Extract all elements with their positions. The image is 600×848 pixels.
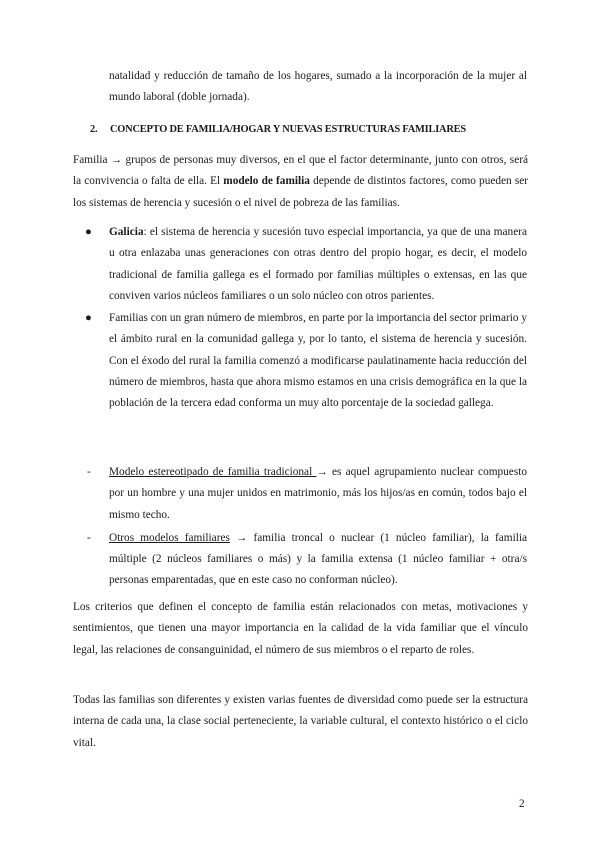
list-item <box>87 462 528 526</box>
section-heading <box>90 124 466 135</box>
paragraph-text: Todas las familias son diferentes y existen varias fuentes de diversidad como puede ser la estructura interna de cada una, la clase social perteneciente, la variable cultural, el contexto histórico o el ciclo vital. <box>73 694 528 749</box>
continuation-text: natalidad y reducción de tamaño de los hogares, sumado a la incorporación de la mujer al mundo laboral (doble jornada). <box>109 70 527 104</box>
dash-marker: - <box>87 531 91 544</box>
underlined-term: Otros modelos familiares <box>109 531 230 544</box>
bullet-text: : el sistema de herencia y sucesión tuvo especial importancia, ya que de una manera u otra enlazaba unas generaciones con otras dentro del propio hogar, es decir, el modelo tradicional de familia gallega es el formado por familias múltiples o extensas, en las que conviven varios núcleos familiares o un solo núcleo con otros parientes. <box>109 226 527 302</box>
page-number: 2 <box>519 798 525 810</box>
bullet-bold-term: Galicia <box>109 226 144 238</box>
intro-text-1: Familia → grupos de personas muy diversos, en el que el factor determinante, junto con otros, será la convivencia o falta de ella. El <box>73 154 528 188</box>
criteria-paragraph <box>73 597 528 661</box>
section-title: CONCEPTO DE FAMILIA/HOGAR Y NUEVAS ESTRUCTURAS FAMILIARES <box>110 124 466 135</box>
paragraph-text: Los criterios que definen el concepto de familia están relacionados con metas, motivaciones y sentimientos, que tienen una mayor importancia en la calidad de la vida familiar que el vínculo legal, las relaciones de consanguinidad, el número de sus miembros o el reparto de roles. <box>73 601 528 656</box>
intro-paragraph <box>73 150 528 214</box>
bullet-marker: ● <box>85 312 92 325</box>
dash-text: → es aquel agrupamiento nuclear compuesto por un hombre y una mujer unidos en matrimonio, más los hijos/as en común, todos bajo el mismo techo. <box>109 466 528 521</box>
bullet-marker: ● <box>85 226 92 238</box>
list-item <box>85 308 527 414</box>
intro-bold-term: modelo de familia <box>223 175 310 188</box>
dash-text: → familia troncal o nuclear (1 núcleo familiar), la familia múltiple (2 núcleos familiares o más) y la familia extensa (1 núcleo familiar + otra/s personas emparentadas, que en este caso no conforman núcleo). <box>109 531 528 587</box>
list-item <box>85 222 527 307</box>
intro-text-2: depende de distintos factores, como pueden ser los sistemas de herencia y sucesión o el nivel de pobreza de las familias. <box>73 175 528 209</box>
dash-marker: - <box>87 466 91 478</box>
bullet-text: Familias con un gran número de miembros, en parte por la importancia del sector primario y el ámbito rural en la comunidad gallega y, por lo tanto, el sistema de herencia y sucesión. Con el éxodo del rural la familia comenzó a modificarse paulatinamente hacia reducción del número de miembros, hasta que ahora mismo estamos en una crisis demográfica en la que la población de la tercera edad conforma un muy alto porcentaje de la sociedad gallega. <box>109 312 527 410</box>
bullet-list <box>85 222 527 416</box>
continuation-paragraph <box>109 66 527 109</box>
dash-list <box>87 462 528 592</box>
diversity-paragraph <box>73 690 528 754</box>
section-number: 2. <box>90 124 98 135</box>
list-item <box>87 528 528 592</box>
underlined-term: Modelo estereotipado de familia tradicional <box>109 466 317 478</box>
